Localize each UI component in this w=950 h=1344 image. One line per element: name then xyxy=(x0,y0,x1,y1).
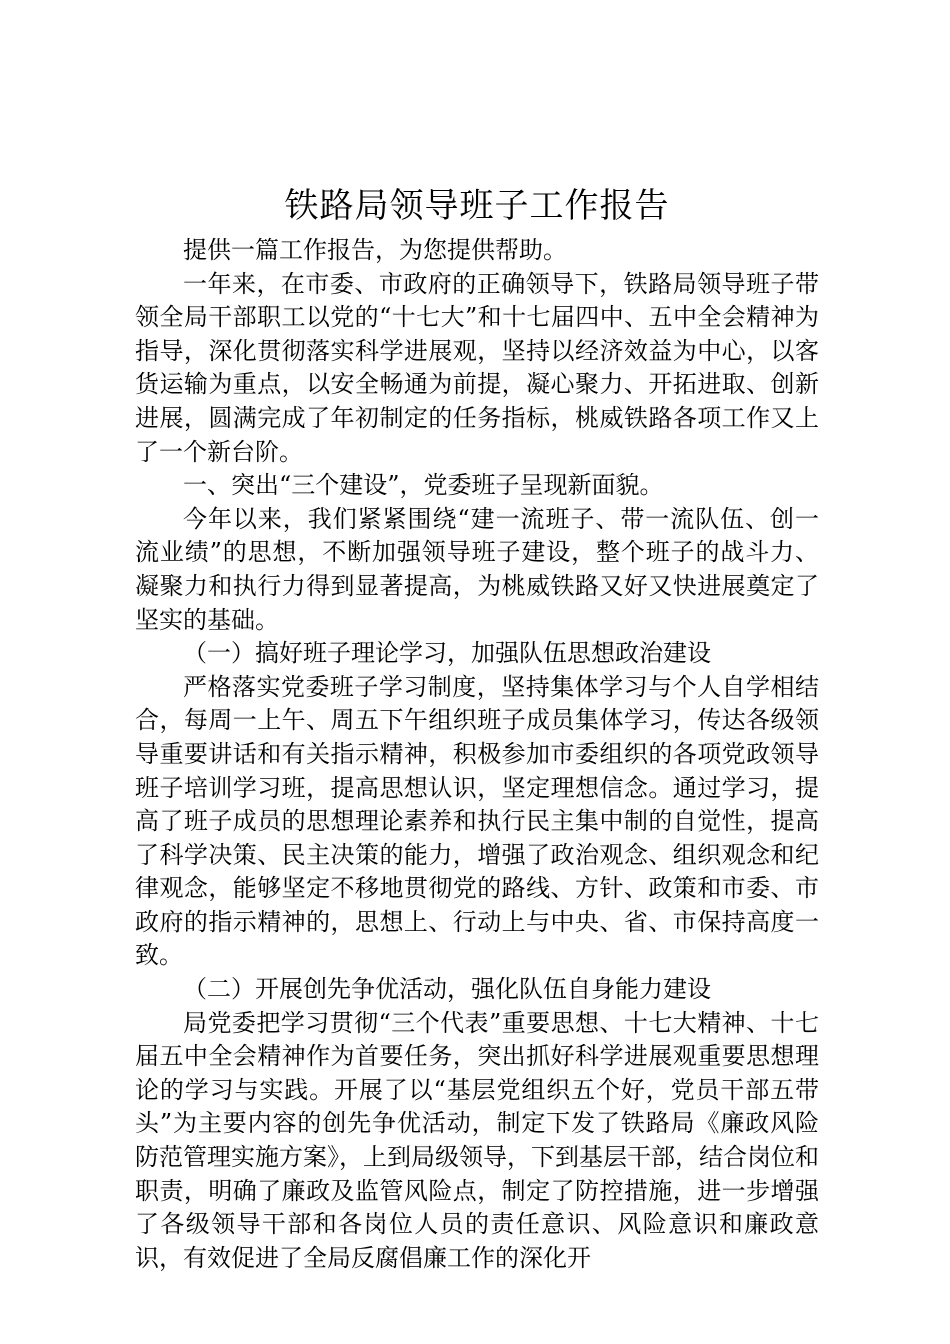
section-1-paragraph: 今年以来，我们紧紧围绕“建一流班子、带一流队伍、创一流业绩”的思想，不断加强领导班子建设，整个班子的战斗力、凝聚力和执行力得到显著提高，为桃威铁路又好又快进展奠定了坚实的基础。 xyxy=(135,504,819,634)
subsection-1-paragraph: 严格落实党委班子学习制度，坚持集体学习与个人自学相结合，每周一上午、周五下午组织班子成员集体学习，传达各级领导重要讲话和有关指示精神，积极参加市委组织的各项党政领导班子培训学习班，提高思想认识，坚定理想信念。通过学习，提高了班子成员的思想理论素养和执行民主集中制的自觉性，提高了科学决策、民主决策的能力，增强了政治观念、组织观念和纪律观念，能够坚定不移地贯彻党的路线、方针、政策和市委、市政府的指示精神的，思想上、行动上与中央、省、市保持高度一致。 xyxy=(135,672,819,970)
document-body xyxy=(135,182,819,1275)
overview-paragraph: 一年来，在市委、市政府的正确领导下，铁路局领导班子带领全局干部职工以党的“十七大”和十七届四中、五中全会精神为指导，深化贯彻落实科学进展观，坚持以经济效益为中心，以客货运输为重点，以安全畅通为前提，凝心聚力、开拓进取、创新进展，圆满完成了年初制定的任务指标，桃威铁路各项工作又上了一个新台阶。 xyxy=(135,269,819,466)
document-title: 铁路局领导班子工作报告 xyxy=(284,186,670,226)
subsection-heading-2: （二）开展创先争优活动，强化队伍自身能力建设 xyxy=(183,975,711,1004)
subsection-heading-1: （一）搞好班子理论学习，加强队伍思想政治建设 xyxy=(183,639,711,668)
subsection-2-paragraph: 局党委把学习贯彻“三个代表”重要思想、十七大精神、十七届五中全会精神作为首要任务，突出抓好科学进展观重要思想理论的学习与实践。开展了以“基层党组织五个好，党员干部五带头”为主要内容的创先争优活动，制定下发了铁路局《廉政风险防范管理实施方案》，上到局级领导，下到基层干部，结合岗位和职责，明确了廉政及监管风险点，制定了防控措施，进一步增强了各级领导干部和各岗位人员的责任意识、风险意识和廉政意识，有效促进了全局反腐倡廉工作的深化开 xyxy=(135,1008,819,1272)
section-heading-1: 一、突出“三个建设”，党委班子呈现新面貌。 xyxy=(183,471,664,500)
intro-paragraph: 提供一篇工作报告，为您提供帮助。 xyxy=(183,236,567,264)
